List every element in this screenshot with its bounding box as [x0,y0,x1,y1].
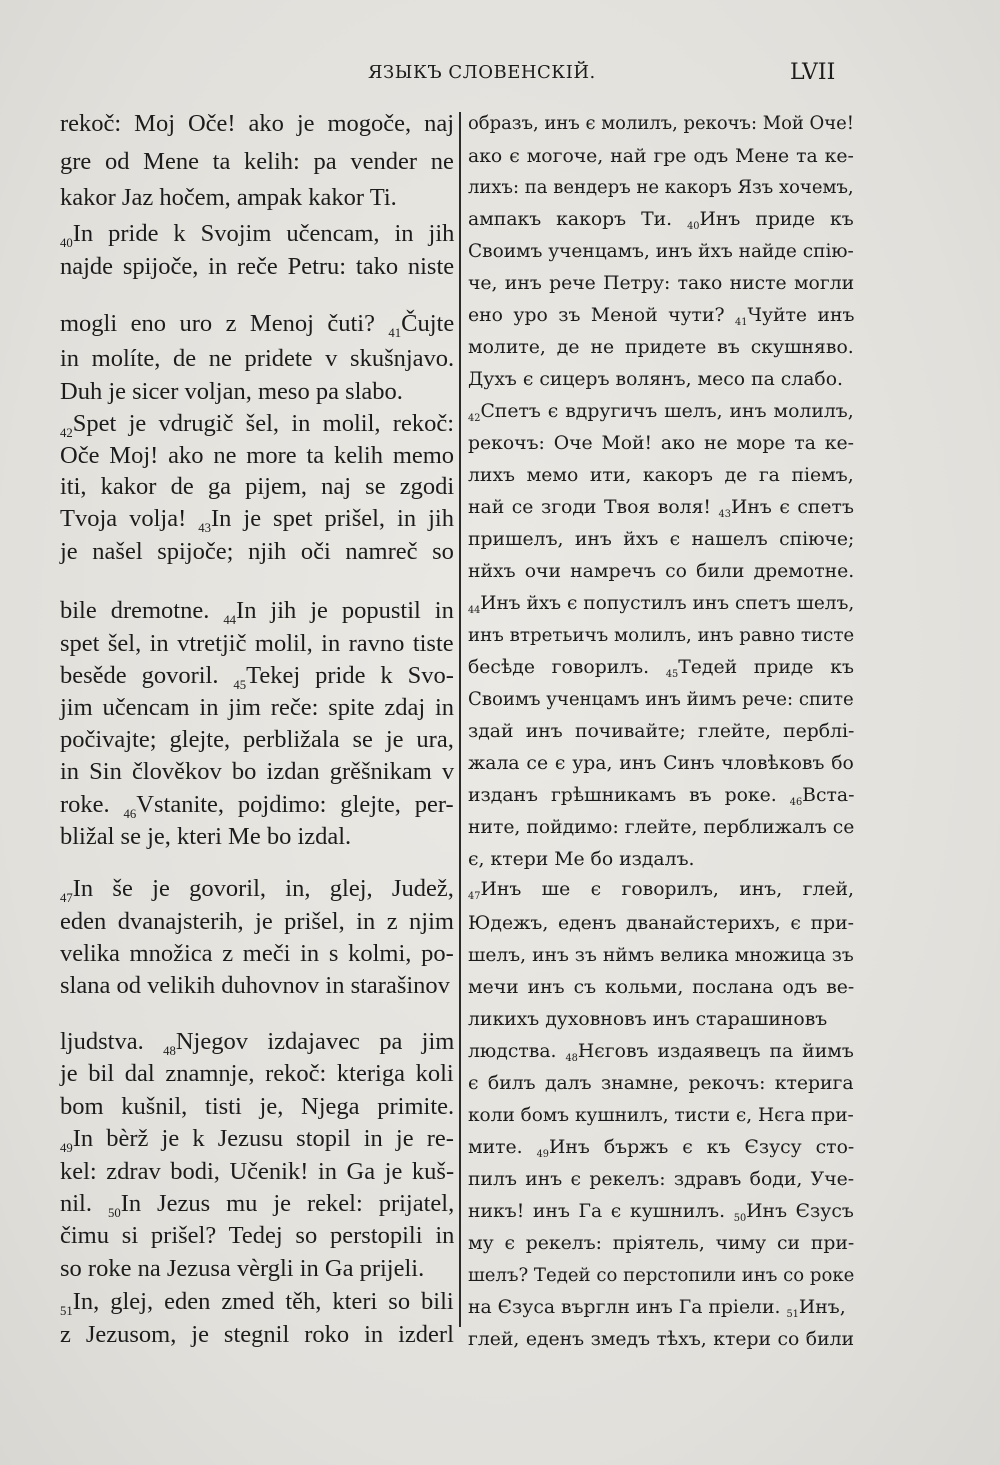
line-text: je bil dal znamnje, rekoč: kteriga koli [60,1060,454,1087]
line-text: spet šel, in vtretjič molil, in ravno tiste [60,630,454,657]
line-text: mogli eno uro z Menoj čuti? [60,310,389,337]
line-text: Нєговъ издаявецъ па йимъ [577,1041,854,1062]
verse-number: 44 [223,612,237,627]
line-text: шелъ? Тедей со перстопили инъ со роке [468,1265,855,1286]
text-line [60,1025,454,1058]
line-text: инъ втретьичъ молилъ, инъ равно тисте [468,625,855,646]
line-text: In je spet prišel, in jih [211,505,454,532]
line-text: jim učencam in jim reče: spite zdaj in [60,694,455,721]
text-line [60,250,454,283]
line-text: ликихъ духовновъ инъ старашиновъ [468,1009,828,1030]
text-line [60,535,454,568]
line-text: in molíte, de ne pridete v skušnjavo. [60,345,455,372]
text-line [60,107,454,140]
line-text: bom kušnil, tisti je, Njega primite. [60,1093,455,1120]
verse-number: 46 [123,806,137,821]
text-line [60,820,351,853]
line-text: глей, еденъ змедъ тѣхъ, ктери со били [468,1329,855,1350]
text-line [468,1259,854,1292]
text-line [468,395,854,428]
line-text: In Jezus mu je rekel: prijatel, [120,1190,455,1217]
line-text: In pride k Svojim učencam, in jih [72,220,455,247]
line-text: gre od Mene ta kelih: pa vender ne [60,148,454,175]
line-text: Своимъ ученцамъ, инъ йхъ найде спію- [468,241,854,262]
line-text: Спетъ є вдругичъ шелъ, инъ молилъ, [480,401,854,422]
page-number: LVII [790,60,836,85]
line-text: Инъ ше є говорилъ, инъ, глей, [480,879,854,900]
text-line [468,427,854,460]
verse-number: 50 [733,1213,747,1225]
line-text: kakor Jaz hočem, ampak kakor Ti. [60,184,397,211]
line-text: є билъ далъ знамне, рекочъ: ктерига [468,1073,854,1094]
text-line [60,1090,454,1123]
text-line [468,267,854,300]
line-text: Tekej pride k Svo- [246,662,454,689]
line-text: kel: zdrav bodi, Učenik! in Ga je kuš- [60,1158,455,1185]
text-line [60,1155,454,1188]
verse-number: 48 [163,1043,176,1058]
line-text: In še je govoril, in, glej, Judež, [72,875,454,902]
text-line [468,331,854,364]
line-text: мите. [468,1137,537,1158]
verse-number: 47 [60,890,73,905]
line-text: людства. [468,1041,566,1062]
line-text: Čujte [401,310,455,337]
text-line [60,723,454,756]
text-line [468,907,854,940]
text-line [468,1035,854,1068]
line-text: Своимъ ученцамъ инъ йимъ рече: спите [468,689,854,710]
text-line [60,502,454,535]
line-text: slana od velikih duhovnov in starašinov [60,972,450,999]
line-text: bile dremotne. [60,597,224,624]
line-text: изданъ грѣшникамъ въ роке. [468,785,790,806]
column-divider [459,112,461,1327]
text-line [468,140,854,173]
verse-number: 45 [233,677,247,692]
line-text: пришелъ, инъ йхъ є нашелъ спіюче; [468,529,855,550]
text-line [468,1227,854,1260]
line-text: Spet je vdrugič šel, in molil, rekoč: [72,410,455,437]
line-text: Njegov izdajavec pa jim [175,1028,455,1055]
text-line [468,779,854,812]
verse-number: 44 [468,605,481,617]
text-line [468,459,854,492]
text-line [60,1318,454,1351]
text-line [468,715,854,748]
text-line [468,363,843,396]
text-line [468,873,854,906]
text-line [60,1122,454,1155]
text-line [60,627,454,660]
line-text: so roke na Jezusa vèrgli in Ga prijeli. [60,1255,425,1282]
line-text: рекочъ: Оче Мой! ако не море та ке- [468,433,854,454]
text-line [468,587,854,620]
line-text: молите, де не придете въ скушняво. [468,337,854,358]
line-text: iti, kakor de ga pijem, naj se zgodi [60,473,455,500]
line-text: Инъ є спетъ [730,497,854,518]
text-line [468,683,854,716]
line-text: жала се є ура, инъ Синъ чловѣковъ бо [468,753,854,774]
line-text: никъ! инъ Га є кушнилъ. [468,1201,734,1222]
line-text: Инъ бържъ є къ Єзусу сто- [549,1137,855,1158]
line-text: здай инъ почивайте; глейте, перблі- [468,721,855,742]
line-text: Чуйте инъ [747,305,855,326]
verse-number: 40 [687,221,700,233]
line-text: най се згоди Твоя воля! [468,497,719,518]
text-line [60,594,454,627]
line-text: ено уро зъ Меной чути? [468,305,735,326]
text-line [468,235,854,268]
line-text: rekoč: Moj Oče! ako je mogoče, naj [60,110,455,137]
line-text: Инъ йхъ є попустилъ инъ спетъ шелъ, [480,593,855,614]
text-line [60,439,454,472]
line-text: eden dvanajsterih, je prišel, in z njim [60,908,454,935]
text-line [468,971,854,1004]
text-line [60,788,454,821]
verse-number: 43 [198,520,211,535]
line-text: bližal se je, kteri Me bo izdal. [60,823,352,850]
verse-number: 46 [789,797,803,809]
line-text: Tvoja volja! [60,505,199,532]
line-text: ампакъ какоръ Ти. [468,209,688,230]
line-text: му є рекелъ: пріятель, чиму си при- [468,1233,855,1254]
text-line [468,651,854,684]
text-line [60,872,454,905]
verse-number: 42 [60,425,73,440]
line-text: in Sin člověkov bo izdan grěšnikam v [60,758,455,785]
line-text: образъ, инъ є молилъ, рекочъ: Мой Оче! [468,113,854,134]
text-line [60,342,454,375]
text-line [468,1323,854,1356]
page-header [0,58,1000,88]
text-line [60,1187,454,1220]
line-text: нйхъ очи намречъ со били дремотне. [468,561,855,582]
text-line [60,937,454,970]
line-text: ljudstva. [60,1028,164,1055]
text-line [468,843,695,876]
text-line [468,171,854,204]
line-text: najde spijoče, in reče Petru: tako niste [60,253,455,280]
running-title: ЯЗЫКЪ СЛОВЕНСКІЙ. [368,62,596,83]
line-text: на Єзуса върглн инъ Га пріели. [468,1297,787,1318]
line-text: Oče Moj! ako ne more ta kelih memo [60,442,455,469]
verse-number: 40 [60,235,73,250]
text-line [468,1003,827,1036]
text-line [60,217,454,250]
line-text: є, ктери Ме бо издалъ. [468,849,695,870]
verse-number: 51 [786,1309,799,1321]
verse-number: 41 [735,317,748,329]
line-text: besěde govoril. [60,662,234,689]
text-line [60,755,454,788]
line-text: бесѣде говорилъ. [468,657,666,678]
text-line [468,1195,854,1228]
line-text: Вста- [802,785,855,806]
line-text: че, инъ рече Петру: тако нисте могли [468,273,855,294]
verse-number: 51 [60,1303,73,1318]
text-line [468,939,854,972]
line-text: In jih je popustil in [236,597,454,624]
text-line [60,1285,454,1318]
line-text: počivajte; glejte, perbližala se je ura, [60,726,454,753]
text-line [468,203,854,236]
text-line [60,1219,454,1252]
text-line [60,905,454,938]
line-text: Инъ Єзусъ [746,1201,854,1222]
text-line [468,299,854,332]
verse-number: 47 [468,891,481,903]
text-line [468,555,854,588]
verse-number: 43 [718,509,731,521]
text-line [468,1067,854,1100]
line-text: nil. [60,1190,108,1217]
line-text: In, glej, eden zmed těh, kteri so bili [72,1288,454,1315]
verse-number: 48 [565,1053,578,1065]
text-line [468,1291,846,1324]
text-line [60,969,450,1002]
text-line [468,491,854,524]
text-line [468,107,854,140]
line-text: Duh je sicer voljan, meso pa slabo. [60,378,403,405]
line-text: Инъ приде къ [699,209,854,230]
line-text: мечи инъ съ кольми, послана одъ ве- [468,977,855,998]
text-line [60,407,454,440]
line-text: шелъ, инъ зъ нймъ велика множица зъ [468,945,854,966]
line-text: ако є могоче, най гре одъ Мене та ке- [468,146,854,167]
text-line [468,1099,854,1132]
line-text: лихъ: па вендеръ не какоръ Язъ хочемъ, [468,177,854,198]
line-text: Тедей приде къ [678,657,854,678]
line-text: čimu si prišel? Tedej so perstopili in [60,1222,455,1249]
text-line [468,811,854,844]
text-line [468,1131,854,1164]
text-line [60,307,454,340]
text-line [468,619,854,652]
line-text: Юдежъ, еденъ дванайстерихъ, є при- [468,913,854,934]
line-text: velika množica z meči in s kolmi, po- [60,940,454,967]
verse-number: 41 [388,325,402,340]
text-line [60,1252,424,1285]
line-text: Инъ, [798,1297,846,1318]
line-text: Vstanite, pojdimo: glejte, per- [136,791,454,818]
verse-number: 50 [107,1205,121,1220]
line-text: z Jezusom, je stegnil roko in izderl [60,1321,454,1348]
line-text: In bèrž je k Jezusu stopil in je re- [72,1125,454,1152]
verse-number: 42 [468,413,481,425]
line-text: roke. [60,791,124,818]
line-text: пилъ инъ є рекелъ: здравъ боди, Уче- [468,1169,855,1190]
line-text: je našel spijoče; njih oči namreč so [60,538,454,565]
verse-number: 45 [665,669,679,681]
verse-number: 49 [536,1149,550,1161]
text-line [60,1057,454,1090]
text-line [60,375,403,408]
text-line [60,659,454,692]
text-line [468,747,854,780]
text-line [468,1163,854,1196]
text-line [60,470,454,503]
text-line [60,145,454,178]
text-line [60,691,454,724]
verse-number: 49 [60,1140,73,1155]
line-text: лихъ мемо ити, какоръ де га піемъ, [468,465,854,486]
text-line [60,181,397,214]
line-text: коли бомъ кушнилъ, тисти є, Нєга при- [468,1105,854,1126]
line-text: ните, пойдимо: глейте, перближалъ се [468,817,855,838]
line-text: Духъ є сицеръ волянъ, месо па слабо. [468,369,843,390]
text-line [468,523,854,556]
